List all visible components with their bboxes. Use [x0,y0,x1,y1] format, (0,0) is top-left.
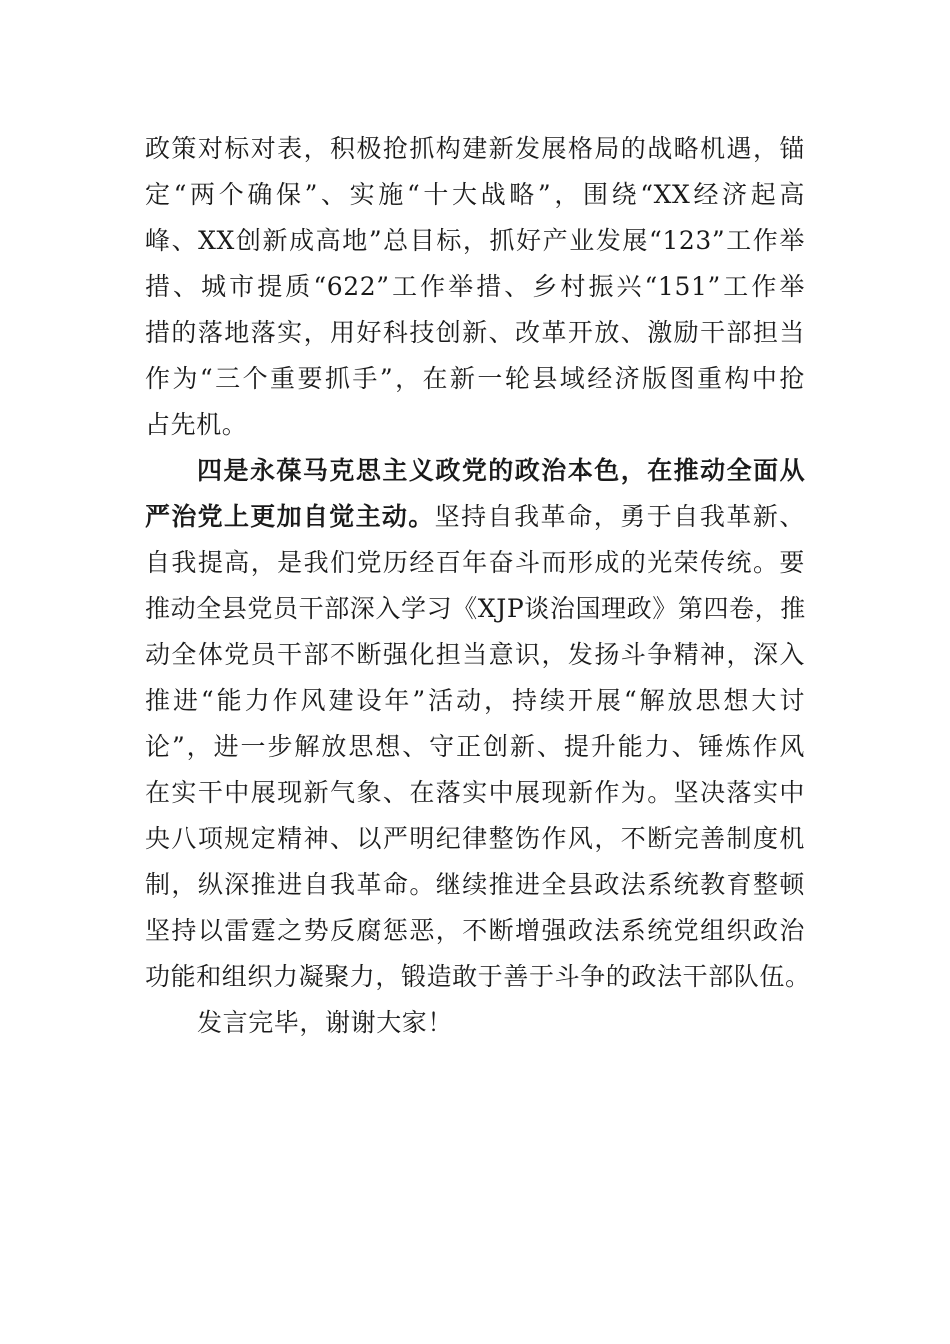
text-line: 峰、XX创新成高地”总目标，抓好产业发展“123”工作举 [145,226,805,255]
text-line: 在实干中展现新气象、在落实中展现新作为。坚决落实中 [145,778,805,807]
text-line: 论”，进一步解放思想、守正创新、提升能力、锤炼作风 [145,732,805,761]
text-line: 占先机。 [145,410,248,439]
document-body [145,126,811,1046]
section-heading: 四是永葆马克思主义政党的政治本色，在推动全面从 [197,456,805,485]
text-line: 功能和组织力凝聚力，锻造敢于善于斗争的政法干部队伍。 [145,962,811,991]
text-line: 措的落地落实，用好科技创新、改革开放、激励干部担当 [145,318,805,347]
text-line: 央八项规定精神、以严明纪律整饬作风，不断完善制度机 [145,824,805,853]
section-heading-continued: 严治党上更加自觉主动。 [145,502,435,531]
paragraph-continuation [145,126,805,448]
section-four-paragraph [145,448,811,1000]
text-line: 坚持以雷霆之势反腐惩恶，不断增强政法系统党组织政治 [145,916,805,945]
text-line: 动全体党员干部不断强化担当意识，发扬斗争精神，深入 [145,640,805,669]
text-line [145,494,805,540]
text-line: 自我提高，是我们党历经百年奋斗而形成的光荣传统。要 [145,548,805,577]
text-segment: 坚持自我革命，勇于自我革新、 [434,502,805,531]
closing-remark: 发言完毕，谢谢大家！ [197,1008,454,1037]
text-line: 措、城市提质“622”工作举措、乡村振兴“151”工作举 [145,272,805,301]
text-line: 制，纵深推进自我革命。继续推进全县政法系统教育整顿 [145,870,805,899]
text-line: 推进“能力作风建设年”活动，持续开展“解放思想大讨 [145,686,805,715]
text-line: 推动全县党员干部深入学习《XJP谈治国理政》第四卷，推 [145,594,806,623]
text-line: 作为“三个重要抓手”，在新一轮县域经济版图重构中抢 [145,364,805,393]
text-line: 政策对标对表，积极抢抓构建新发展格局的战略机遇，锚 [145,134,805,163]
text-line: 定“两个确保”、实施“十大战略”，围绕“XX经济起高 [145,180,805,209]
